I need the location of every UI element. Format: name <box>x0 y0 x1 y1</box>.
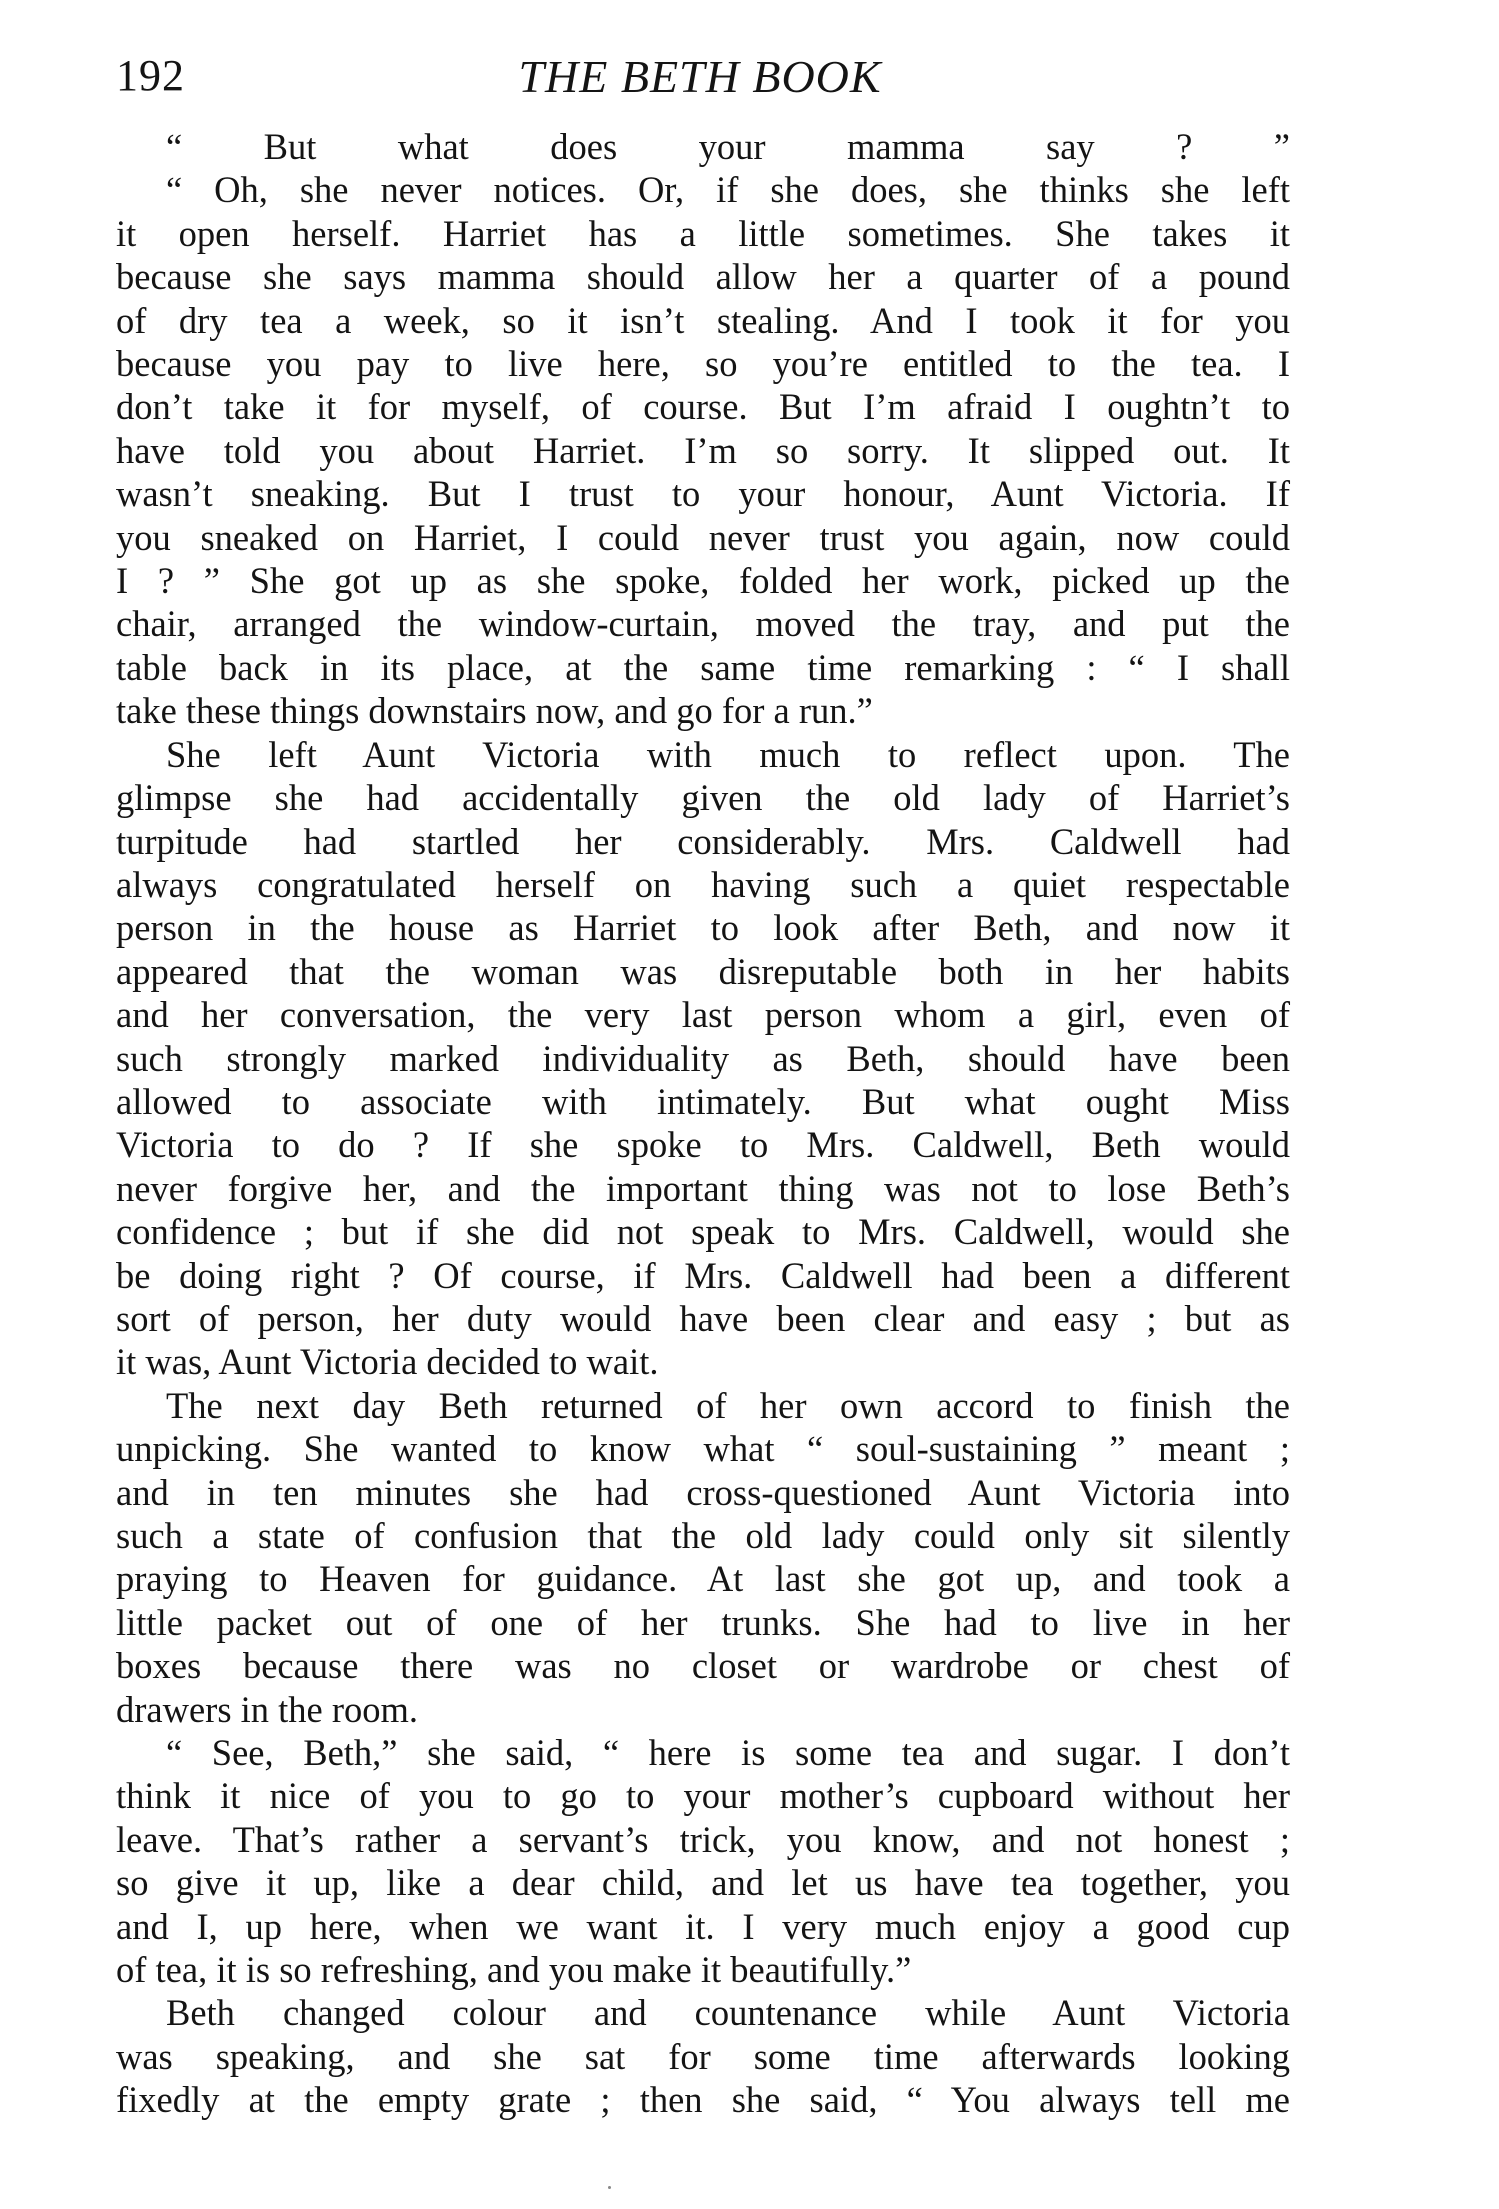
text-line: person in the house as Harriet to look after Beth, and now it <box>116 907 1290 949</box>
text-line: boxes because there was no closet or wardrobe or chest of <box>116 1645 1290 1687</box>
text-line: such strongly marked individuality as Beth, should have been <box>116 1037 1290 1079</box>
text-line: think it nice of you to go to your mother’s cupboard without her <box>116 1775 1290 1817</box>
text-line: because she says mamma should allow her a quarter of a pound <box>116 256 1290 298</box>
text-line: don’t take it for myself, of course. But I’m afraid I oughtn’t to <box>116 386 1290 428</box>
text-line: and her conversation, the very last person whom a girl, even of <box>116 994 1290 1036</box>
text-line: it was, Aunt Victoria decided to wait. <box>116 1341 659 1383</box>
text-line: have told you about Harriet. I’m so sorry. It slipped out. It <box>116 429 1290 471</box>
text-line: little packet out of one of her trunks. She had to live in her <box>116 1601 1290 1643</box>
text-line: wasn’t sneaking. But I trust to your honour, Aunt Victoria. If <box>116 473 1290 515</box>
text-line: sort of person, her duty would have been clear and easy ; but as <box>116 1297 1290 1339</box>
text-line: take these things downstairs now, and go for a run.” <box>116 690 873 732</box>
text-line: fixedly at the empty grate ; then she said, “ You always tell me <box>116 2079 1290 2121</box>
text-line: unpicking. She wanted to know what “ soul-sustaining ” meant ; <box>116 1428 1290 1470</box>
text-line: leave. That’s rather a servant’s trick, you know, and not honest ; <box>116 1818 1290 1860</box>
text-line: praying to Heaven for guidance. At last she got up, and took a <box>116 1558 1290 1600</box>
text-line: never forgive her, and the important thing was not to lose Beth’s <box>116 1167 1290 1209</box>
text-line: you sneaked on Harriet, I could never trust you again, now could <box>116 516 1290 558</box>
text-line: because you pay to live here, so you’re entitled to the tea. I <box>116 343 1290 385</box>
text-line: was speaking, and she sat for some time afterwards looking <box>116 2035 1290 2077</box>
text-line: it open herself. Harriet has a little sometimes. She takes it <box>116 212 1290 254</box>
text-line: “ But what does your mamma say ? ” <box>166 126 1290 167</box>
text-line: The next day Beth returned of her own accord to finish the <box>166 1384 1290 1426</box>
text-line: of tea, it is so refreshing, and you make it beautifully.” <box>116 1949 912 1991</box>
text-line: Victoria to do ? If she spoke to Mrs. Caldwell, Beth would <box>116 1124 1290 1166</box>
text-line: and in ten minutes she had cross-questioned Aunt Victoria into <box>116 1471 1290 1513</box>
text-line: glimpse she had accidentally given the old lady of Harriet’s <box>116 777 1290 819</box>
text-line: of dry tea a week, so it isn’t stealing. And I took it for you <box>116 299 1290 341</box>
text-line: so give it up, like a dear child, and let us have tea together, you <box>116 1862 1290 1904</box>
text-line: chair, arranged the window-curtain, moved the tray, and put the <box>116 603 1290 645</box>
text-line: confidence ; but if she did not speak to Mrs. Caldwell, would she <box>116 1211 1290 1253</box>
page-number: 192 <box>116 51 185 100</box>
print-speck <box>608 2186 611 2189</box>
text-line: Beth changed colour and countenance while Aunt Victoria <box>166 1992 1290 2034</box>
text-line: such a state of confusion that the old lady could only sit silently <box>116 1515 1290 1556</box>
text-line: turpitude had startled her considerably. Mrs. Caldwell had <box>116 820 1290 862</box>
text-line: “ See, Beth,” she said, “ here is some tea and sugar. I don’t <box>166 1732 1290 1774</box>
text-line: always congratulated herself on having such a quiet respectable <box>116 863 1290 905</box>
text-line: “ Oh, she never notices. Or, if she does, she thinks she left <box>166 169 1290 211</box>
running-title: THE BETH BOOK <box>518 51 882 102</box>
text-line: be doing right ? Of course, if Mrs. Caldwell had been a different <box>116 1254 1290 1296</box>
text-line: appeared that the woman was disreputable both in her habits <box>116 950 1290 992</box>
text-line: I ? ” She got up as she spoke, folded her work, picked up the <box>116 560 1290 602</box>
body-text <box>116 125 1290 2122</box>
text-line: and I, up here, when we want it. I very much enjoy a good cup <box>116 1905 1290 1947</box>
text-line: table back in its place, at the same time remarking : “ I shall <box>116 646 1290 688</box>
text-line: She left Aunt Victoria with much to reflect upon. The <box>166 733 1290 775</box>
text-line: allowed to associate with intimately. But what ought Miss <box>116 1080 1290 1122</box>
text-line: drawers in the room. <box>116 1688 419 1730</box>
